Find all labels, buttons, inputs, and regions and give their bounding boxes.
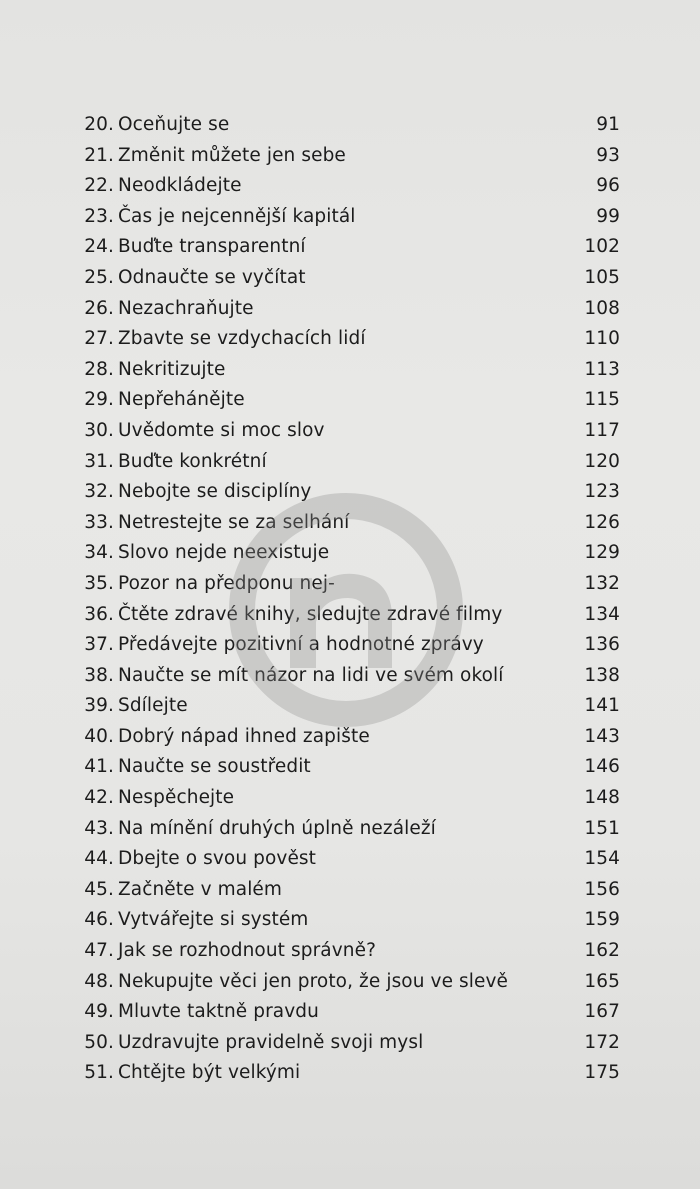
toc-entry-number: 25. bbox=[84, 266, 114, 288]
toc-entry-title: Zbavte se vzdychacích lidí bbox=[118, 328, 366, 350]
toc-entry-title: Čas je nejcennější kapitál bbox=[118, 205, 356, 227]
toc-entry-number: 42. bbox=[84, 787, 114, 809]
toc-entry-title: Dobrý nápad ihned zapište bbox=[118, 725, 370, 747]
toc-entry-page-number: 148 bbox=[584, 787, 620, 809]
toc-entry-page-number: 141 bbox=[584, 695, 620, 717]
toc-entry bbox=[0, 661, 700, 692]
toc-entry bbox=[0, 385, 700, 416]
toc-entry-page-number: 129 bbox=[584, 542, 620, 564]
toc-entry-number: 47. bbox=[84, 940, 114, 962]
toc-entry-title: Nepřehánějte bbox=[118, 389, 245, 411]
toc-entry-page-number: 134 bbox=[584, 603, 620, 625]
toc-entry bbox=[0, 477, 700, 508]
toc-entry bbox=[0, 967, 700, 998]
toc-entry-number: 26. bbox=[84, 297, 114, 319]
toc-entry-title: Uzdravujte pravidelně svoji mysl bbox=[118, 1031, 424, 1053]
toc-entry-title: Předávejte pozitivní a hodnotné zprávy bbox=[118, 634, 484, 656]
toc-entry-page-number: 110 bbox=[584, 328, 620, 350]
toc-entry-number: 41. bbox=[84, 756, 114, 778]
toc-entry-title: Naučte se mít názor na lidi ve svém okolí bbox=[118, 664, 504, 686]
toc-entry-page-number: 108 bbox=[584, 297, 620, 319]
toc-entry-page-number: 99 bbox=[596, 205, 620, 227]
toc-entry-number: 40. bbox=[84, 725, 114, 747]
table-of-contents bbox=[0, 110, 700, 1089]
toc-entry-number: 23. bbox=[84, 205, 114, 227]
toc-entry-page-number: 93 bbox=[596, 144, 620, 166]
toc-entry-number: 49. bbox=[84, 1001, 114, 1023]
toc-entry-title: Slovo nejde neexistuje bbox=[118, 542, 330, 564]
toc-entry-number: 29. bbox=[84, 389, 114, 411]
toc-entry-title: Neodkládejte bbox=[118, 175, 242, 197]
toc-entry bbox=[0, 600, 700, 631]
toc-entry-title: Chtějte být velkými bbox=[118, 1062, 301, 1084]
toc-entry-number: 37. bbox=[84, 634, 114, 656]
toc-entry-number: 22. bbox=[84, 175, 114, 197]
toc-entry-number: 27. bbox=[84, 328, 114, 350]
toc-entry-number: 28. bbox=[84, 358, 114, 380]
toc-entry-number: 24. bbox=[84, 236, 114, 258]
toc-entry-title: Sdílejte bbox=[118, 695, 188, 717]
toc-entry-page-number: 162 bbox=[584, 940, 620, 962]
toc-entry-number: 33. bbox=[84, 511, 114, 533]
toc-entry-page-number: 91 bbox=[596, 114, 620, 135]
toc-entry bbox=[0, 875, 700, 906]
toc-entry bbox=[0, 569, 700, 600]
toc-entry-number: 30. bbox=[84, 419, 114, 441]
toc-entry-title: Nespěchejte bbox=[118, 787, 235, 809]
toc-entry-page-number: 115 bbox=[584, 389, 620, 411]
toc-entry-page-number: 96 bbox=[596, 175, 620, 197]
toc-entry-page-number: 117 bbox=[584, 419, 620, 441]
toc-entry bbox=[0, 294, 700, 325]
toc-entry-number: 39. bbox=[84, 695, 114, 717]
toc-entry-number: 44. bbox=[84, 848, 114, 870]
toc-entry-number: 32. bbox=[84, 481, 114, 503]
toc-entry-number: 20. bbox=[84, 114, 114, 135]
toc-entry-page-number: 113 bbox=[584, 358, 620, 380]
toc-entry-title: Na mínění druhých úplně nezáleží bbox=[118, 817, 436, 839]
toc-entry bbox=[0, 752, 700, 783]
toc-entry-page-number: 156 bbox=[584, 878, 620, 900]
toc-entry-number: 34. bbox=[84, 542, 114, 564]
toc-entry-page-number: 132 bbox=[584, 572, 620, 594]
toc-entry-number: 45. bbox=[84, 878, 114, 900]
toc-entry bbox=[0, 1028, 700, 1059]
toc-entry bbox=[0, 538, 700, 569]
toc-entry-title: Nekritizujte bbox=[118, 358, 226, 380]
toc-entry bbox=[0, 263, 700, 294]
toc-entry bbox=[0, 355, 700, 386]
toc-entry bbox=[0, 447, 700, 478]
toc-entry bbox=[0, 722, 700, 753]
toc-entry-title: Netrestejte se za selhání bbox=[118, 511, 350, 533]
toc-entry-number: 36. bbox=[84, 603, 114, 625]
toc-entry bbox=[0, 324, 700, 355]
toc-entry bbox=[0, 202, 700, 233]
toc-entry-number: 21. bbox=[84, 144, 114, 166]
toc-entry bbox=[0, 997, 700, 1028]
toc-entry-number: 38. bbox=[84, 664, 114, 686]
toc-entry bbox=[0, 110, 700, 141]
toc-entry-title: Nekupujte věci jen proto, že jsou ve slevě bbox=[118, 970, 509, 992]
toc-entry-title: Buďte transparentní bbox=[118, 236, 306, 258]
toc-entry-title: Jak se rozhodnout správně? bbox=[118, 940, 377, 962]
toc-entry-number: 51. bbox=[84, 1062, 114, 1084]
toc-entry-title: Pozor na předponu nej- bbox=[118, 572, 335, 594]
toc-entry-page-number: 123 bbox=[584, 481, 620, 503]
toc-entry-title: Uvědomte si moc slov bbox=[118, 419, 325, 441]
toc-entry-title: Buďte konkrétní bbox=[118, 450, 267, 472]
toc-entry-number: 46. bbox=[84, 909, 114, 931]
toc-entry bbox=[0, 508, 700, 539]
toc-entry-title: Vytvářejte si systém bbox=[118, 909, 309, 931]
toc-entry-page-number: 126 bbox=[584, 511, 620, 533]
toc-entry bbox=[0, 691, 700, 722]
toc-entry bbox=[0, 630, 700, 661]
toc-entry-page-number: 165 bbox=[584, 970, 620, 992]
toc-entry-page-number: 102 bbox=[584, 236, 620, 258]
toc-entry-title: Nezachraňujte bbox=[118, 297, 254, 319]
toc-entry-page-number: 172 bbox=[584, 1031, 620, 1053]
toc-entry bbox=[0, 171, 700, 202]
toc-entry-title: Odnaučte se vyčítat bbox=[118, 266, 306, 288]
toc-entry bbox=[0, 232, 700, 263]
toc-entry bbox=[0, 1058, 700, 1089]
toc-entry-page-number: 136 bbox=[584, 634, 620, 656]
toc-entry-title: Začněte v malém bbox=[118, 878, 283, 900]
toc-entry-page-number: 159 bbox=[584, 909, 620, 931]
toc-entry-page-number: 146 bbox=[584, 756, 620, 778]
toc-entry-number: 31. bbox=[84, 450, 114, 472]
toc-entry bbox=[0, 141, 700, 172]
toc-entry-title: Dbejte o svou pověst bbox=[118, 848, 317, 870]
toc-entry bbox=[0, 416, 700, 447]
toc-entry-page-number: 151 bbox=[584, 817, 620, 839]
toc-entry bbox=[0, 905, 700, 936]
toc-entry-title: Mluvte taktně pravdu bbox=[118, 1001, 319, 1023]
toc-entry-number: 43. bbox=[84, 817, 114, 839]
toc-entry-page-number: 120 bbox=[584, 450, 620, 472]
toc-entry-number: 50. bbox=[84, 1031, 114, 1053]
toc-entry bbox=[0, 814, 700, 845]
toc-entry-page-number: 143 bbox=[584, 725, 620, 747]
toc-entry-title: Naučte se soustředit bbox=[118, 756, 311, 778]
toc-entry bbox=[0, 844, 700, 875]
toc-entry-title: Oceňujte se bbox=[118, 114, 230, 135]
toc-entry-page-number: 138 bbox=[584, 664, 620, 686]
toc-entry-page-number: 167 bbox=[584, 1001, 620, 1023]
toc-entry-page-number: 175 bbox=[584, 1062, 620, 1084]
toc-entry bbox=[0, 783, 700, 814]
toc-entry-title: Čtěte zdravé knihy, sledujte zdravé filmy bbox=[118, 603, 503, 625]
toc-entry-number: 35. bbox=[84, 572, 114, 594]
toc-entry-title: Změnit můžete jen sebe bbox=[118, 144, 346, 166]
toc-entry-number: 48. bbox=[84, 970, 114, 992]
toc-entry-page-number: 105 bbox=[584, 266, 620, 288]
toc-entry-title: Nebojte se disciplíny bbox=[118, 481, 312, 503]
toc-entry-page-number: 154 bbox=[584, 848, 620, 870]
toc-entry bbox=[0, 936, 700, 967]
